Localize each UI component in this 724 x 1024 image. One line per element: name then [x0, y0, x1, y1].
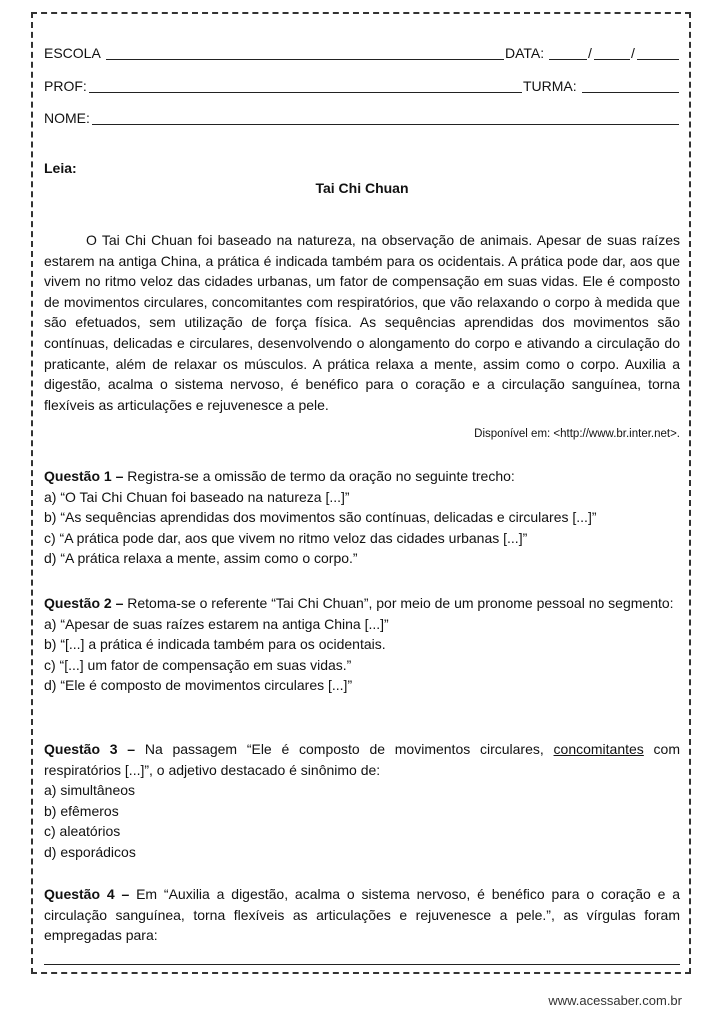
- question-3-option-b[interactable]: b) efêmeros: [44, 802, 119, 819]
- highlighted-adjective: concomitantes: [553, 741, 644, 757]
- turma-field[interactable]: [582, 92, 679, 93]
- question-2-stem: Retoma-se o referente “Tai Chi Chuan”, por meio de um pronome pessoal no segmento:: [127, 595, 674, 611]
- intro-label: Leia:: [44, 160, 77, 176]
- question-2-option-a[interactable]: a) “Apesar de suas raízes estarem na antiga China [...]”: [44, 615, 389, 632]
- question-1-stem: Registra-se a omissão de termo da oração no seguinte trecho:: [127, 468, 515, 484]
- question-1-option-b[interactable]: b) “As sequências aprendidas dos movimentos são contínuas, delicadas e circulares [...]”: [44, 509, 597, 525]
- question-3: [44, 739, 680, 862]
- prof-label: PROF:: [44, 78, 87, 94]
- data-day-field[interactable]: [549, 59, 587, 60]
- question-1-label: Questão 1 –: [44, 468, 124, 484]
- data-label: DATA:: [505, 45, 545, 61]
- data-year-field[interactable]: [637, 59, 679, 60]
- question-3-label: Questão 3 –: [44, 741, 136, 757]
- data-month-field[interactable]: [594, 59, 630, 60]
- question-4: [44, 884, 680, 946]
- reading-passage: O Tai Chi Chuan foi baseado na natureza, na observação de animais. Apesar de suas raízes estarem na antiga China, a prática é indicada também para os ocidentais. A prática pode dar, aos que vivem no ritmo veloz das cidades urbanas, um fator de compensação em suas vidas. Ele é composto de movimentos circulares, concomitantes com respiratórios, que vão relaxando o corpo à medida que são efetuados, sem utilização de força física. As sequências aprendidas dos movimentos são contínuas, delicadas e circulares, desenvolvendo o alongamento do corpo e ativando a circulação do praticante, além de relaxar os músculos. A prática relaxa a mente, assim como o corpo. Auxilia a digestão, acalma o sistema nervoso, é benéfico para o coração e a circulação sanguínea, torna flexíveis as articulações e rejuvenesce a pele.: [44, 232, 680, 413]
- nome-field[interactable]: [92, 124, 679, 125]
- question-2: [44, 593, 680, 696]
- escola-label: ESCOLA: [44, 45, 101, 61]
- question-1: [44, 466, 680, 569]
- question-3-option-d[interactable]: d) esporádicos: [44, 843, 136, 860]
- question-2-option-b[interactable]: b) “[...] a prática é indicada também para os ocidentais.: [44, 636, 386, 652]
- data-slash-2: /: [631, 45, 635, 61]
- nome-label: NOME:: [44, 110, 90, 126]
- question-2-option-d[interactable]: d) “Ele é composto de movimentos circulares [...]”: [44, 677, 353, 693]
- question-4-label: Questão 4 –: [44, 886, 130, 902]
- escola-field[interactable]: [106, 59, 504, 60]
- text-title: Tai Chi Chuan: [315, 180, 409, 196]
- question-2-label: Questão 2 –: [44, 595, 124, 611]
- question-4-stem: Em “Auxilia a digestão, acalma o sistema nervoso, é benéfico para o coração e a circulação sanguínea, torna flexíveis as articulações e rejuvenesce a pele.”, as vírgulas foram empregadas para:: [44, 886, 680, 943]
- site-footer: www.acessaber.com.br: [548, 993, 682, 1008]
- question-3-stem-start: Na passagem “Ele é composto de movimentos circulares,: [144, 741, 554, 757]
- question-3-option-a[interactable]: a) simultâneos: [44, 782, 136, 798]
- turma-label: TURMA:: [523, 78, 577, 94]
- source-citation: Disponível em: <http://www.br.inter.net>.: [474, 428, 680, 440]
- question-1-option-d[interactable]: d) “A prática relaxa a mente, assim como o corpo.”: [44, 550, 358, 566]
- question-1-option-a[interactable]: a) “O Tai Chi Chuan foi baseado na natureza [...]”: [44, 488, 350, 505]
- question-4-answer-line[interactable]: [44, 964, 680, 965]
- question-1-option-c[interactable]: c) “A prática pode dar, aos que vivem no ritmo veloz das cidades urbanas [...]”: [44, 529, 528, 546]
- question-3-option-c[interactable]: c) aleatórios: [44, 823, 121, 839]
- prof-field[interactable]: [89, 92, 522, 93]
- question-3-stem-end: com respiratórios [...]”, o adjetivo destacado é sinônimo de:: [44, 741, 681, 778]
- data-slash-1: /: [588, 45, 592, 61]
- question-2-option-c[interactable]: c) “[...] um fator de compensação em suas vidas.”: [44, 656, 352, 673]
